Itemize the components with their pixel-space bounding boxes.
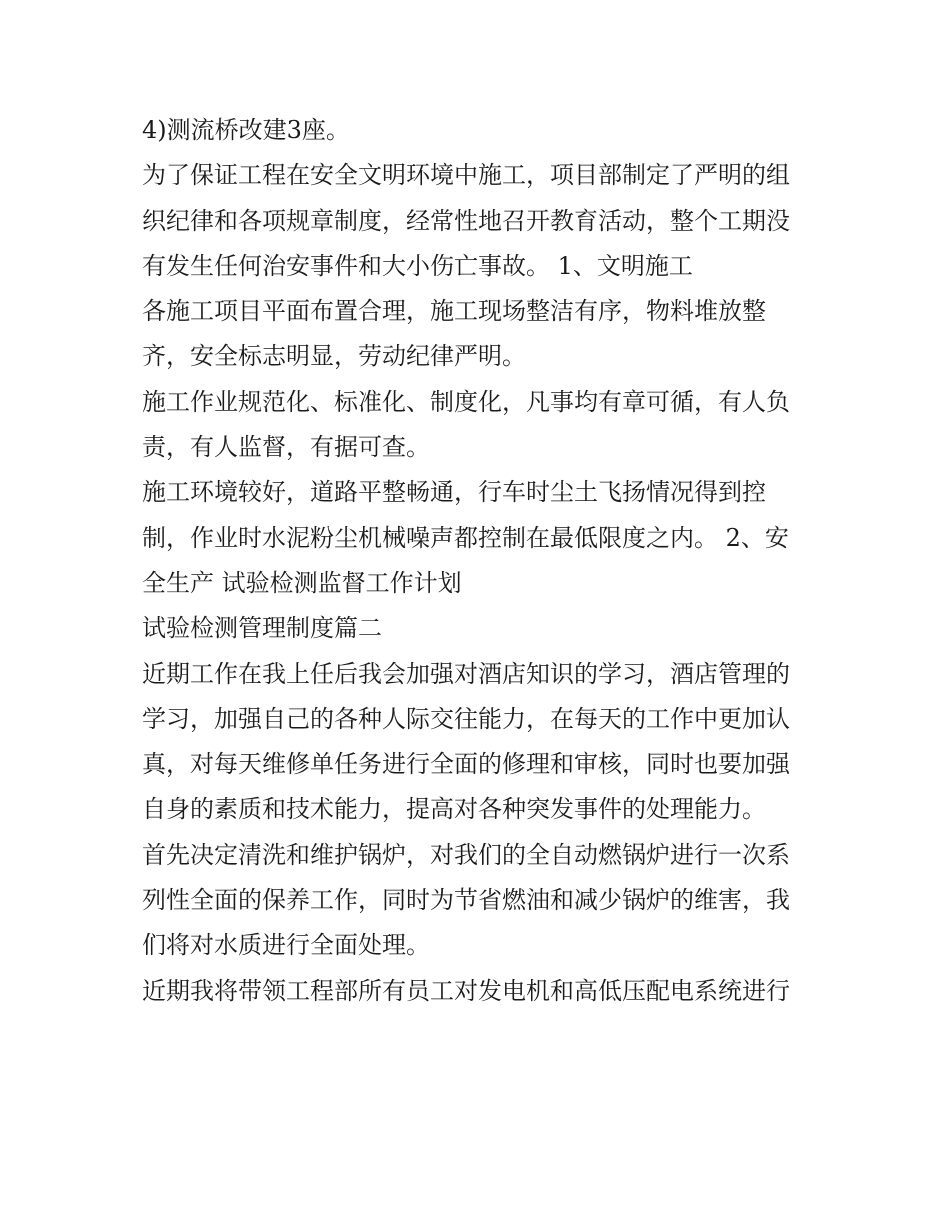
text-line: 4)测流桥改建3座。 [142, 116, 350, 144]
text-line: 首先决定清洗和维护锅炉，对我们的全自动燃锅炉进行一次系 [142, 840, 790, 869]
section-heading: 试验检测管理制度篇二 [142, 614, 382, 643]
text-line: 有发生任何治安事件和大小伤亡事故。 1、文明施工 [142, 251, 693, 280]
text-line: 各施工项目平面布置合理，施工现场整洁有序，物料堆放整 [142, 297, 766, 326]
text-line: 织纪律和各项规章制度，经常性地召开教育活动，整个工期没 [142, 206, 790, 235]
document-body [142, 108, 822, 1014]
text-line: 责，有人监督，有据可查。 [142, 433, 430, 462]
text-line: 为了保证工程在安全文明环境中施工，项目部制定了严明的组 [142, 161, 790, 190]
text-line: 近期工作在我上任后我会加强对酒店知识的学习，酒店管理的 [142, 659, 790, 688]
text-line: 学习，加强自己的各种人际交往能力，在每天的工作中更加认 [142, 704, 790, 733]
text-line: 列性全面的保养工作，同时为节省燃油和减少锅炉的维害，我 [142, 886, 790, 915]
text-line: 齐，安全标志明显，劳动纪律严明。 [142, 342, 526, 371]
text-line: 近期我将带领工程部所有员工对发电机和高低压配电系统进行 [142, 976, 790, 1005]
text-line: 施工环境较好，道路平整畅通，行车时尘土飞扬情况得到控 [142, 478, 766, 507]
text-line: 们将对水质进行全面处理。 [142, 931, 430, 960]
text-line: 全生产 试验检测监督工作计划 [142, 568, 462, 597]
text-line: 自身的素质和技术能力，提高对各种突发事件的处理能力。 [142, 795, 766, 824]
text-line: 制，作业时水泥粉尘机械噪声都控制在最低限度之内。 2、安 [142, 523, 789, 552]
text-line: 真，对每天维修单任务进行全面的修理和审核，同时也要加强 [142, 750, 790, 779]
text-line: 施工作业规范化、标准化、制度化，凡事均有章可循，有人负 [142, 387, 790, 416]
